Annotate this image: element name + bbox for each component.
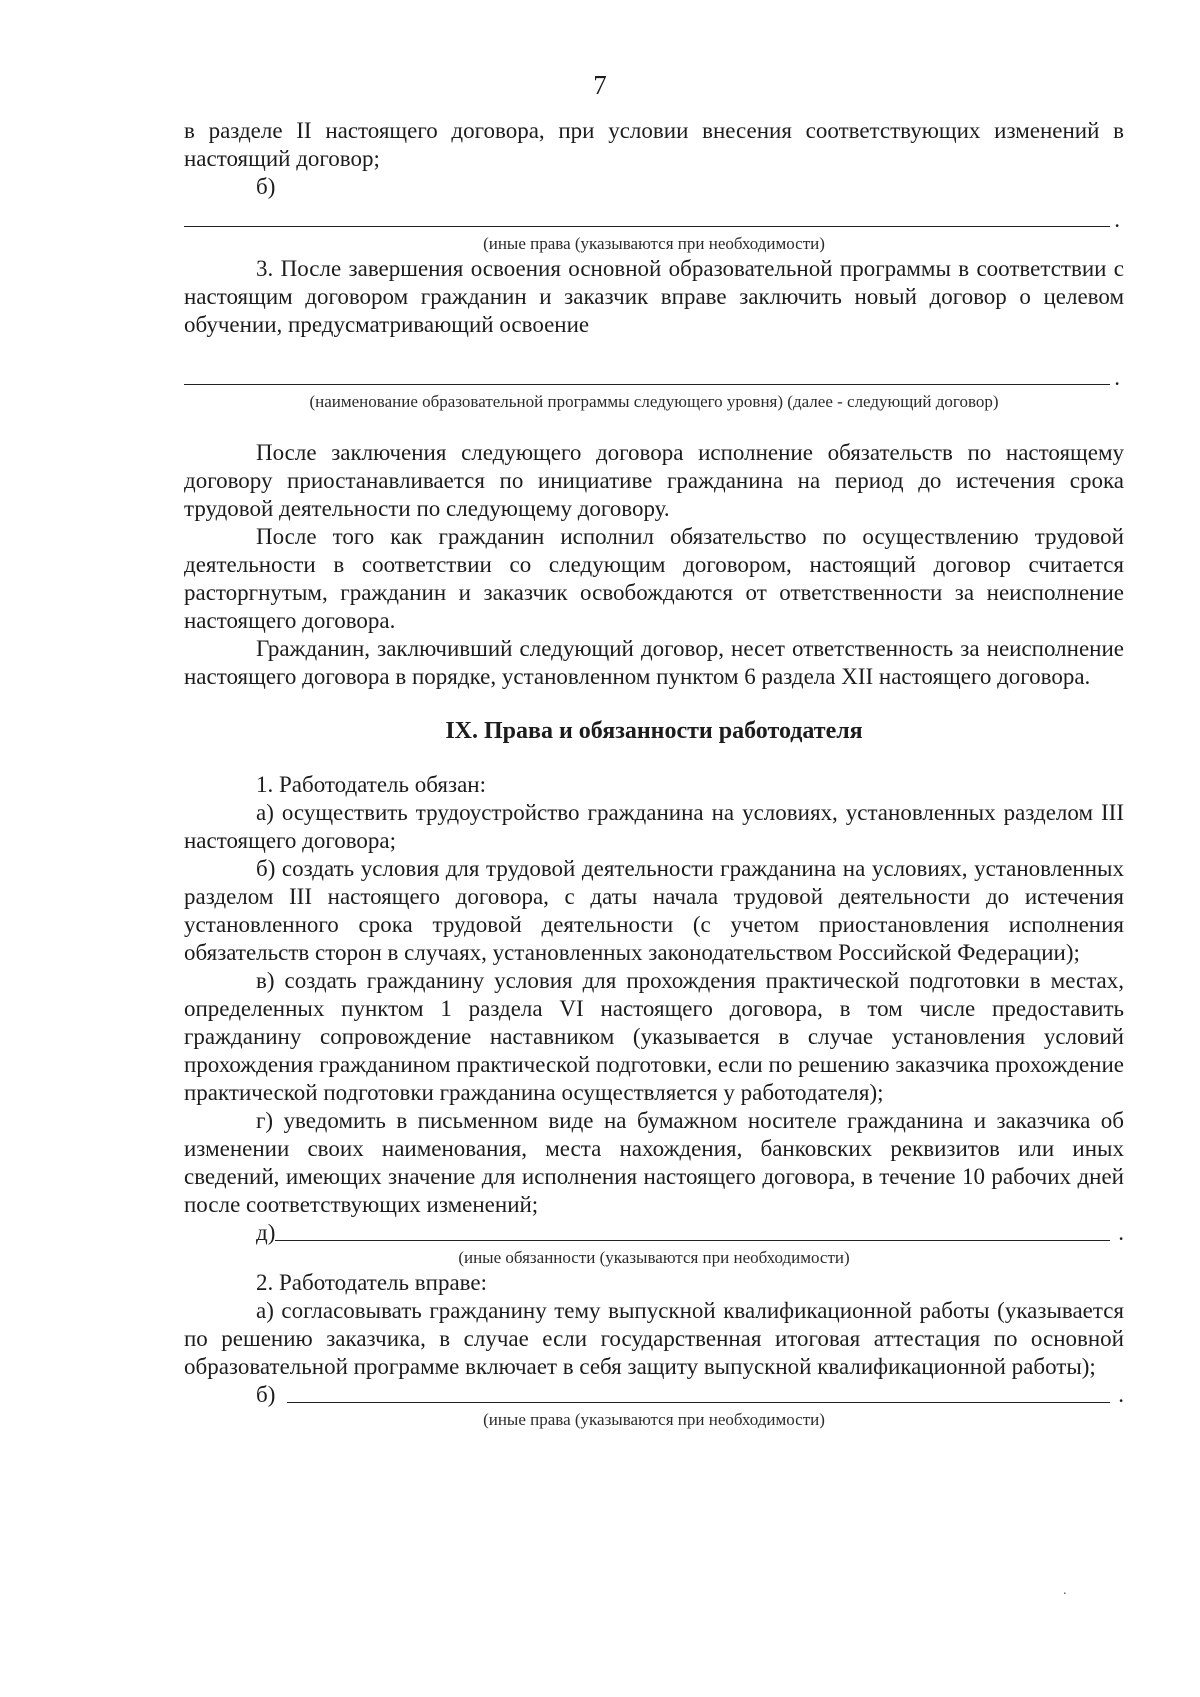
obligation-d-label: д) (256, 1220, 276, 1245)
underline (184, 384, 1110, 385)
paragraph-3: 3. После завершения освоения основной образовательной программы в соответствии с настоящим договором гражданин и заказчик вправе заключить новый договор о целевом обучении, предусматривающий освоение (184, 256, 1124, 337)
caption-next-program: (наименование образовательной программы следующего уровня) (далее - следующий договор) (309, 392, 999, 411)
line-end-period: . (1114, 365, 1120, 390)
scan-mark: . (1063, 1583, 1067, 1598)
section-heading: IX. Права и обязанности работодателя (445, 718, 863, 744)
right-b-line (184, 1381, 1124, 1409)
caption-other-rights-2: (иные права (указываются при необходимости) (483, 1410, 825, 1429)
blank-line-next-program (184, 363, 1124, 391)
employer-may: 2. Работодатель вправе: (256, 1270, 487, 1295)
underline (275, 1240, 1110, 1241)
paragraph-after-1: После заключения следующего договора исполнение обязательств по настоящему договору приостанавливается по инициативе гражданина на период до истечения срока трудовой деятельности по следующему договору. (184, 440, 1124, 521)
line-end-period: . (1118, 1220, 1124, 1245)
caption-other-obligations: (иные обязанности (указываются при необходимости) (458, 1248, 850, 1267)
continuation-paragraph: в разделе II настоящего договора, при условии внесения соответствующих изменений в настоящий договор; (184, 118, 1124, 171)
caption-other-rights-1: (иные права (указываются при необходимости) (483, 234, 825, 253)
blank-line-other-rights-1 (184, 205, 1124, 233)
obligation-d-line (184, 1219, 1124, 1247)
obligation-g: г) уведомить в письменном виде на бумажном носителе гражданина и заказчика об изменении своих наименования, места нахождения, банковских реквизитов или иных сведений, имеющих значение для исполнения настоящего договора, в течение 10 рабочих дней после соответствующих изменений; (184, 1108, 1124, 1217)
underline (287, 1402, 1110, 1403)
right-b-label: б) (256, 1382, 276, 1407)
line-end-period: . (1118, 1382, 1124, 1407)
obligation-b: б) создать условия для трудовой деятельности гражданина на условиях, установленных разделом III настоящего договора, с даты начала трудовой деятельности до истечения установленного срока трудовой деятельности (с учетом приостановления исполнения обязательств сторон в случаях, установленных законодательством Российской Федерации); (184, 856, 1124, 965)
obligation-v: в) создать гражданину условия для прохождения практической подготовки в местах, определенных пунктом 1 раздела VI настоящего договора, в том числе предоставить гражданину сопровождение наставником (указывается в случае установления условий прохождения гражданином практической подготовки, если по решению заказчика прохождение практической подготовки гражданина осуществляется у работодателя); (184, 968, 1124, 1105)
obligation-a: а) осуществить трудоустройство гражданина на условиях, установленных разделом III настоящего договора; (184, 800, 1124, 853)
item-b-line (184, 173, 1124, 201)
paragraph-after-3: Гражданин, заключивший следующий договор, несет ответственность за неисполнение настоящего договора в порядке, установленном пунктом 6 раздела XII настоящего договора. (184, 636, 1124, 689)
underline (184, 226, 1110, 227)
line-end-period: . (1114, 207, 1120, 232)
item-b-label: б) (256, 174, 276, 199)
employer-obliged: 1. Работодатель обязан: (256, 772, 486, 797)
right-a: а) согласовывать гражданину тему выпускной квалификационной работы (указывается по решению заказчика, в случае если государственная итоговая аттестация по основной образовательной программе включает в себя защиту выпускной квалификационной работы); (184, 1298, 1124, 1379)
paragraph-after-2: После того как гражданин исполнил обязательство по осуществлению трудовой деятельности в соответствии со следующим договором, настоящий договор считается расторгнутым, гражданин и заказчик освобождаются от ответственности за неисполнение настоящего договора. (184, 524, 1124, 633)
page-number: 7 (593, 70, 607, 100)
document-body (184, 117, 1124, 1431)
